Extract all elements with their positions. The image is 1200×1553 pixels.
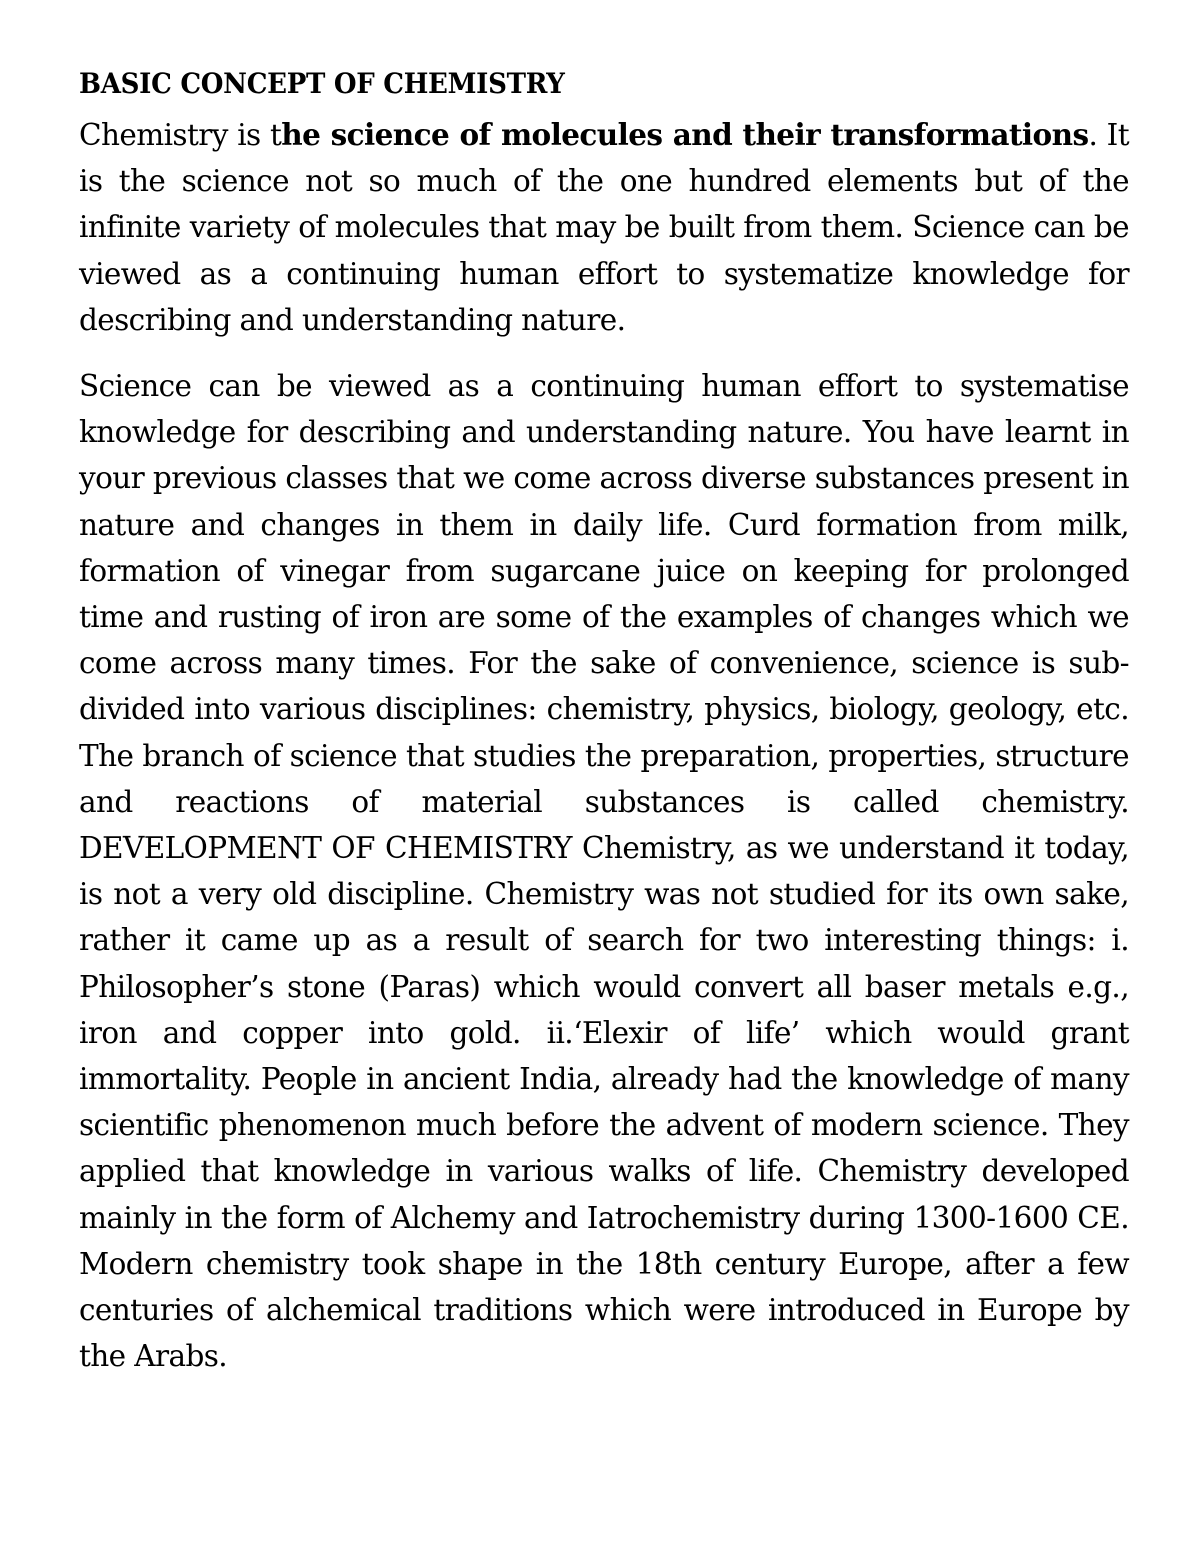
paragraph-definition-lead: Chemistry is t (79, 118, 282, 152)
document-page (79, 58, 1129, 1399)
document-title: BASIC CONCEPT OF CHEMISTRY (79, 67, 565, 100)
paragraph-definition-rest: . It is the science not so much of the one hundred elements but of the infinite variety of molecules that may be built from them. Science can be viewed as a continuing human effort to systematize knowledge for describing and understanding nature. (79, 118, 1129, 337)
paragraph-definition (79, 112, 1129, 343)
paragraph-development: Science can be viewed as a continuing human effort to systematise knowledge for describing and understanding nature. You have learnt in your previous classes that we come across diverse substances present in nature and changes in them in daily life. Curd formation from milk, formation of vinegar from sugarcane juice on keeping for prolonged time and rusting of iron are some of the examples of changes which we come across many times. For the sake of convenience, science is sub-divided into various disciplines: chemistry, physics, biology, geology, etc. The branch of science that studies the preparation, properties, structure and reactions of material substances is called chemistry. DEVELOPMENT OF CHEMISTRY Chemistry, as we understand it today, is not a very old discipline. Chemistry was not studied for its own sake, rather it came up as a result of search for two interesting things: i. Philosopher’s stone (Paras) which would convert all baser metals e.g., iron and copper into gold. ii.‘Elexir of life’ which would grant immortality. People in ancient India, already had the knowledge of many scientific phenomenon much before the advent of modern science. They applied that knowledge in various walks of life. Chemistry developed mainly in the form of Alchemy and Iatrochemistry during 1300-1600 CE. Modern chemistry took shape in the 18th century Europe, after a few centuries of alchemical traditions which were introduced in Europe by the Arabs. (79, 369, 1129, 1374)
paragraph-definition-emphasis: he science of molecules and their transformations (281, 117, 1089, 152)
